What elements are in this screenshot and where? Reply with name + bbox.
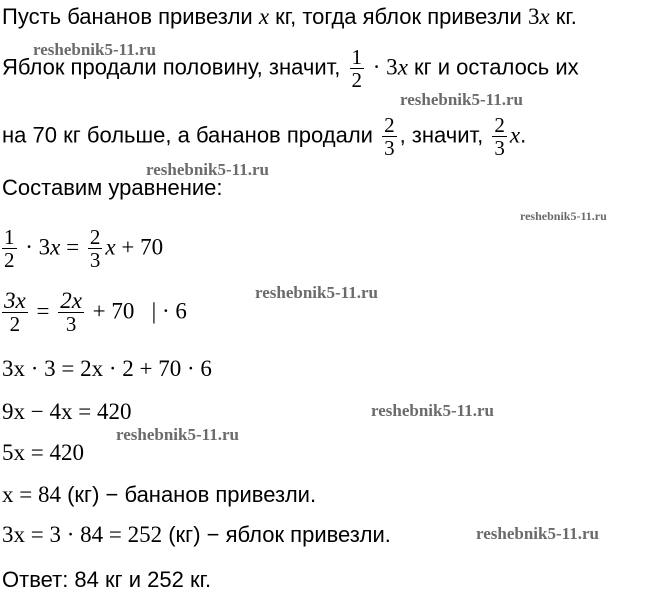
equals-sign: = bbox=[60, 234, 85, 260]
variable-x: x bbox=[397, 54, 408, 80]
solution-line-3 bbox=[2, 114, 526, 159]
text-segment: . bbox=[520, 122, 527, 148]
numerator: 2 bbox=[494, 113, 505, 137]
solution-line-1 bbox=[2, 4, 577, 30]
text-segment: кг. bbox=[549, 4, 577, 29]
equation-1 bbox=[2, 226, 163, 271]
equation-5: 5x = 420 bbox=[2, 440, 84, 465]
denominator: 3 bbox=[384, 136, 395, 160]
numerator: 1 bbox=[351, 45, 363, 69]
fraction-one-half bbox=[2, 226, 17, 271]
number: · 3 bbox=[367, 54, 398, 80]
equation-6 bbox=[2, 482, 316, 508]
watermark: reshebnik5-11.ru bbox=[255, 283, 378, 302]
numerator: 2x bbox=[60, 288, 82, 313]
fraction-3x-over-2 bbox=[2, 290, 28, 335]
denominator: 3 bbox=[494, 136, 505, 160]
denominator: 2 bbox=[4, 248, 15, 272]
fraction-two-thirds bbox=[382, 114, 397, 159]
number: x = 84 bbox=[2, 482, 61, 507]
text-segment: Пусть бананов привезли bbox=[2, 4, 259, 29]
text-segment: (кг) − бананов привезли. bbox=[60, 482, 317, 507]
fraction-two-thirds bbox=[492, 114, 507, 159]
text-segment: , значит, bbox=[399, 122, 490, 148]
equation-4: 9x − 4x = 420 bbox=[2, 399, 132, 424]
text-segment: кг и осталось их bbox=[407, 54, 579, 80]
denominator: 2 bbox=[351, 68, 363, 92]
watermark: reshebnik5-11.ru bbox=[520, 209, 607, 223]
equation-7 bbox=[2, 522, 391, 548]
equals-sign: = bbox=[30, 298, 56, 324]
text-segment: кг, тогда яблок привезли bbox=[269, 4, 528, 29]
variable-x: x bbox=[539, 4, 550, 29]
fraction-2x-over-3 bbox=[58, 290, 84, 335]
variable-x: x bbox=[50, 234, 61, 260]
variable-x: x bbox=[258, 4, 270, 29]
watermark: reshebnik5-11.ru bbox=[146, 160, 269, 179]
equation-3: 3x · 3 = 2x · 2 + 70 · 6 bbox=[2, 356, 212, 381]
watermark: reshebnik5-11.ru bbox=[476, 524, 599, 543]
denominator: 3 bbox=[89, 248, 101, 272]
text-segment: на 70 кг больше, а бананов продали bbox=[2, 122, 380, 148]
watermark: reshebnik5-11.ru bbox=[400, 90, 523, 109]
number: + 70 bbox=[115, 234, 164, 260]
denominator: 2 bbox=[9, 312, 21, 336]
denominator: 3 bbox=[65, 312, 77, 336]
equation-2 bbox=[2, 290, 187, 335]
number: · 3 bbox=[19, 234, 51, 260]
watermark: reshebnik5-11.ru bbox=[116, 425, 239, 444]
number: 3x = 3 · 84 = 252 bbox=[2, 522, 163, 547]
number: 3 bbox=[527, 4, 540, 29]
watermark: reshebnik5-11.ru bbox=[371, 401, 494, 420]
section-heading: Составим уравнение: bbox=[2, 175, 223, 200]
numerator: 2 bbox=[384, 113, 395, 137]
variable-x: x bbox=[105, 234, 116, 260]
text-segment: (кг) − яблок привезли. bbox=[162, 522, 391, 547]
numerator: 3x bbox=[4, 288, 26, 313]
fraction-two-thirds bbox=[88, 226, 103, 271]
numerator: 1 bbox=[4, 225, 15, 249]
variable-x: x bbox=[509, 122, 521, 148]
text-segment: Яблок продали половину, значит, bbox=[2, 54, 347, 80]
number: + 70 | · 6 bbox=[86, 298, 187, 324]
watermark: reshebnik5-11.ru bbox=[33, 40, 156, 59]
answer-line: Ответ: 84 кг и 252 кг. bbox=[2, 567, 212, 592]
numerator: 2 bbox=[89, 225, 101, 249]
fraction-one-half bbox=[350, 46, 365, 91]
